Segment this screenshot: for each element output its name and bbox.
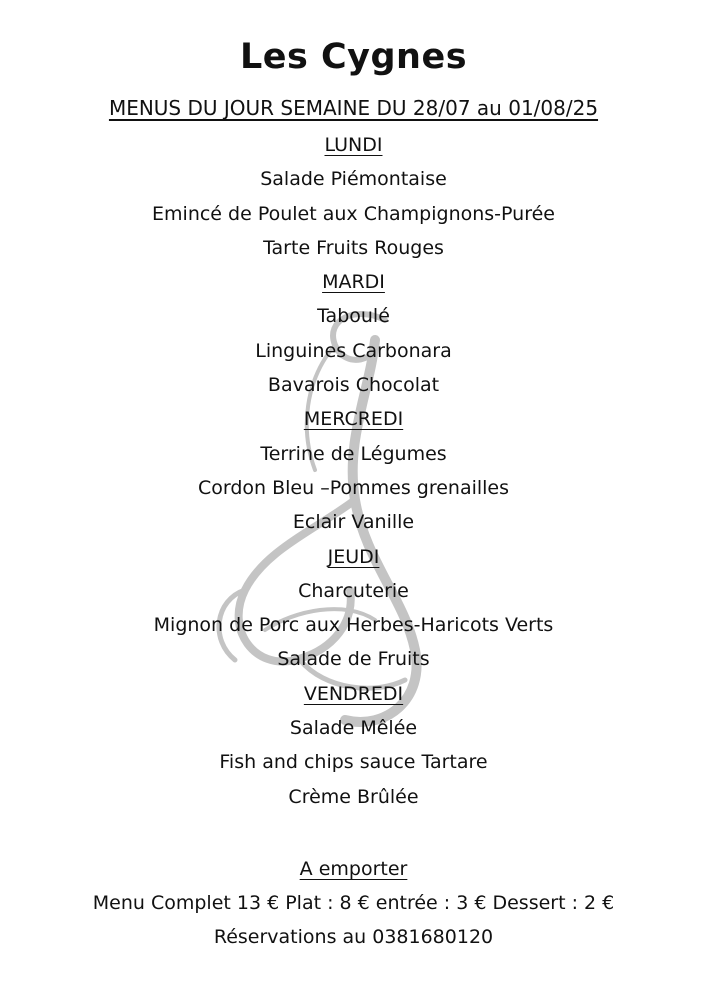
dish-item: Salade Piémontaise xyxy=(260,168,447,191)
weekly-menu-list xyxy=(0,130,707,816)
dish-item: Mignon de Porc aux Herbes-Haricots Verts xyxy=(153,614,554,637)
day-heading-mercredi: MERCREDI xyxy=(303,408,404,431)
takeaway-prices: Menu Complet 13 € Plat : 8 € entrée : 3 € Dessert : 2 € xyxy=(92,892,615,914)
dish-item: Crème Brûlée xyxy=(288,785,419,808)
dish-item: Eclair Vanille xyxy=(292,511,415,534)
restaurant-title: Les Cygnes xyxy=(239,37,468,77)
day-heading-jeudi: JEUDI xyxy=(327,545,380,568)
dish-item: Bavarois Chocolat xyxy=(267,374,440,397)
week-menu-heading: MENUS DU JOUR SEMAINE DU 28/07 au 01/08/25 xyxy=(108,96,599,120)
dish-item: Taboulé xyxy=(317,305,390,328)
dish-item: Fish and chips sauce Tartare xyxy=(219,751,488,774)
reservation-phone: Réservations au 0381680120 xyxy=(213,926,494,948)
takeaway-heading: A emporter xyxy=(299,858,408,880)
day-heading-lundi: LUNDI xyxy=(324,134,383,156)
dish-item: Tarte Fruits Rouges xyxy=(263,236,444,259)
dish-item: Emincé de Poulet aux Champignons-Purée xyxy=(152,202,555,225)
day-heading-mardi: MARDI xyxy=(322,271,385,294)
dish-item: Salade Mêlée xyxy=(289,717,418,740)
dish-item: Linguines Carbonara xyxy=(255,339,452,362)
dish-item: Salade de Fruits xyxy=(277,648,430,671)
day-heading-vendredi: VENDREDI xyxy=(303,682,404,705)
dish-item: Charcuterie xyxy=(298,579,409,602)
dish-item: Cordon Bleu –Pommes grenailles xyxy=(197,476,510,499)
dish-item: Terrine de Légumes xyxy=(260,442,447,465)
